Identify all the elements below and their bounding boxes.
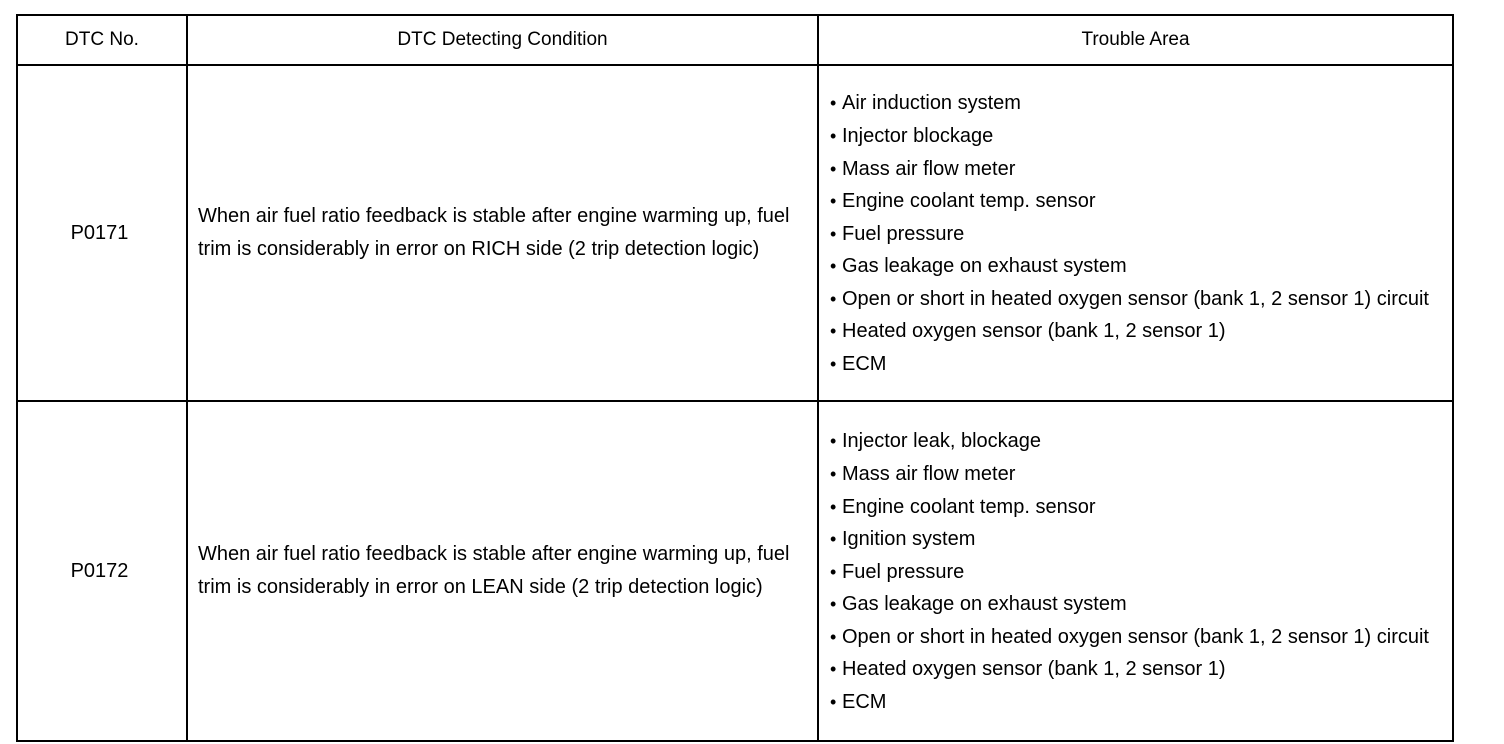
list-item [829, 458, 1444, 491]
trouble-area-item: Air induction system [842, 92, 1021, 115]
bullet-icon: • [830, 561, 837, 582]
trouble-area-item: Fuel pressure [842, 222, 965, 245]
trouble-area-cell [818, 401, 1453, 741]
bullet-icon: • [830, 93, 837, 114]
trouble-area-item: Mass air flow meter [842, 462, 1016, 485]
list-item [829, 621, 1444, 654]
list-item [829, 523, 1444, 556]
bullet-icon: • [830, 125, 837, 146]
trouble-area-item: Gas leakage on exhaust system [842, 255, 1127, 278]
trouble-area-item: Open or short in heated oxygen sensor (bank 1, 2 sensor 1) circuit [842, 287, 1429, 310]
trouble-area-item: Injector blockage [842, 124, 994, 147]
trouble-area-cell [818, 65, 1453, 401]
list-item [829, 686, 1444, 719]
table-row [17, 401, 1453, 741]
trouble-area-item: Gas leakage on exhaust system [842, 593, 1127, 616]
trouble-area-item: Fuel pressure [842, 560, 965, 583]
header-dtc-no: DTC No. [17, 15, 187, 65]
dtc-code: P0172 [17, 401, 187, 741]
list-item [829, 120, 1444, 153]
bullet-icon: • [830, 659, 837, 680]
trouble-area-item: Injector leak, blockage [842, 430, 1042, 453]
header-trouble-area: Trouble Area [818, 15, 1453, 65]
detecting-condition: When air fuel ratio feedback is stable after engine warming up, fuel trim is considerably in error on LEAN side (2 trip detection logic) [187, 401, 818, 741]
detecting-condition: When air fuel ratio feedback is stable after engine warming up, fuel trim is considerably in error on RICH side (2 trip detection logic) [187, 65, 818, 401]
list-item [829, 250, 1444, 283]
trouble-area-item: Heated oxygen sensor (bank 1, 2 sensor 1) [842, 320, 1226, 343]
list-item [829, 153, 1444, 186]
bullet-icon: • [830, 463, 837, 484]
bullet-icon: • [830, 256, 837, 277]
trouble-area-item: Engine coolant temp. sensor [842, 190, 1096, 213]
header-detecting-condition: DTC Detecting Condition [187, 15, 818, 65]
bullet-icon: • [830, 191, 837, 212]
trouble-area-item: Open or short in heated oxygen sensor (bank 1, 2 sensor 1) circuit [842, 625, 1429, 648]
list-item [829, 87, 1444, 120]
trouble-area-list [829, 87, 1444, 380]
bullet-icon: • [830, 288, 837, 309]
trouble-area-item: Heated oxygen sensor (bank 1, 2 sensor 1) [842, 658, 1226, 681]
dtc-code: P0171 [17, 65, 187, 401]
bullet-icon: • [830, 354, 837, 375]
header-row [17, 15, 1453, 65]
list-item [829, 348, 1444, 381]
list-item [829, 218, 1444, 251]
bullet-icon: • [830, 431, 837, 452]
list-item [829, 491, 1444, 524]
trouble-area-item: ECM [842, 353, 887, 376]
trouble-area-item: ECM [842, 691, 887, 714]
dtc-table [16, 14, 1454, 742]
bullet-icon: • [830, 692, 837, 713]
list-item [829, 283, 1444, 316]
bullet-icon: • [830, 496, 837, 517]
trouble-area-item: Mass air flow meter [842, 157, 1016, 180]
bullet-icon: • [830, 223, 837, 244]
bullet-icon: • [830, 529, 837, 550]
bullet-icon: • [830, 626, 837, 647]
table-row [17, 65, 1453, 401]
list-item [829, 556, 1444, 589]
trouble-area-item: Engine coolant temp. sensor [842, 495, 1096, 518]
bullet-icon: • [830, 321, 837, 342]
list-item [829, 653, 1444, 686]
list-item [829, 588, 1444, 621]
list-item [829, 315, 1444, 348]
bullet-icon: • [830, 158, 837, 179]
bullet-icon: • [830, 594, 837, 615]
list-item [829, 185, 1444, 218]
list-item [829, 425, 1444, 458]
trouble-area-list [829, 425, 1444, 718]
trouble-area-item: Ignition system [842, 528, 976, 551]
